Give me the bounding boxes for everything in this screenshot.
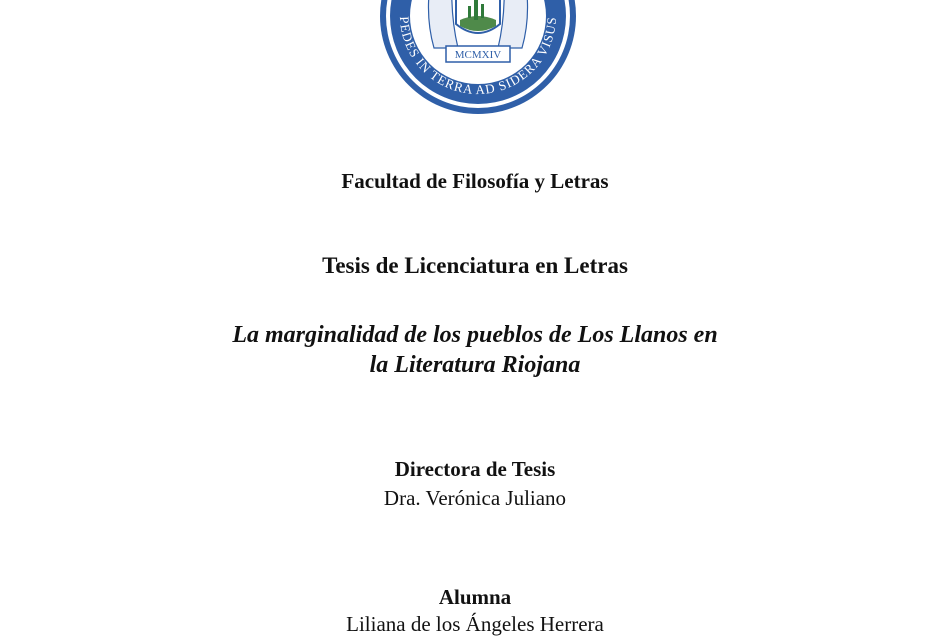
seal-year: MCMXIV — [454, 49, 502, 61]
director-name: Dra. Verónica Juliano — [383, 486, 567, 510]
thesis-title — [0, 320, 950, 380]
faculty-name: Facultad de Filosofía y Letras — [341, 169, 609, 193]
thesis-title-line-2: la Literatura Riojana — [369, 352, 581, 378]
student-heading: Alumna — [438, 585, 512, 609]
seal-motto: PEDES IN TERRA AD SIDERA VISUS — [396, 15, 560, 98]
university-seal — [378, 0, 578, 116]
thesis-title-line-1: La marginalidad de los pueblos de Los Llanos en — [232, 322, 718, 348]
student-name: Liliana de los Ángeles Herrera — [346, 612, 604, 636]
director-heading: Directora de Tesis — [394, 457, 556, 481]
thesis-type: Tesis de Licenciatura en Letras — [322, 253, 628, 278]
